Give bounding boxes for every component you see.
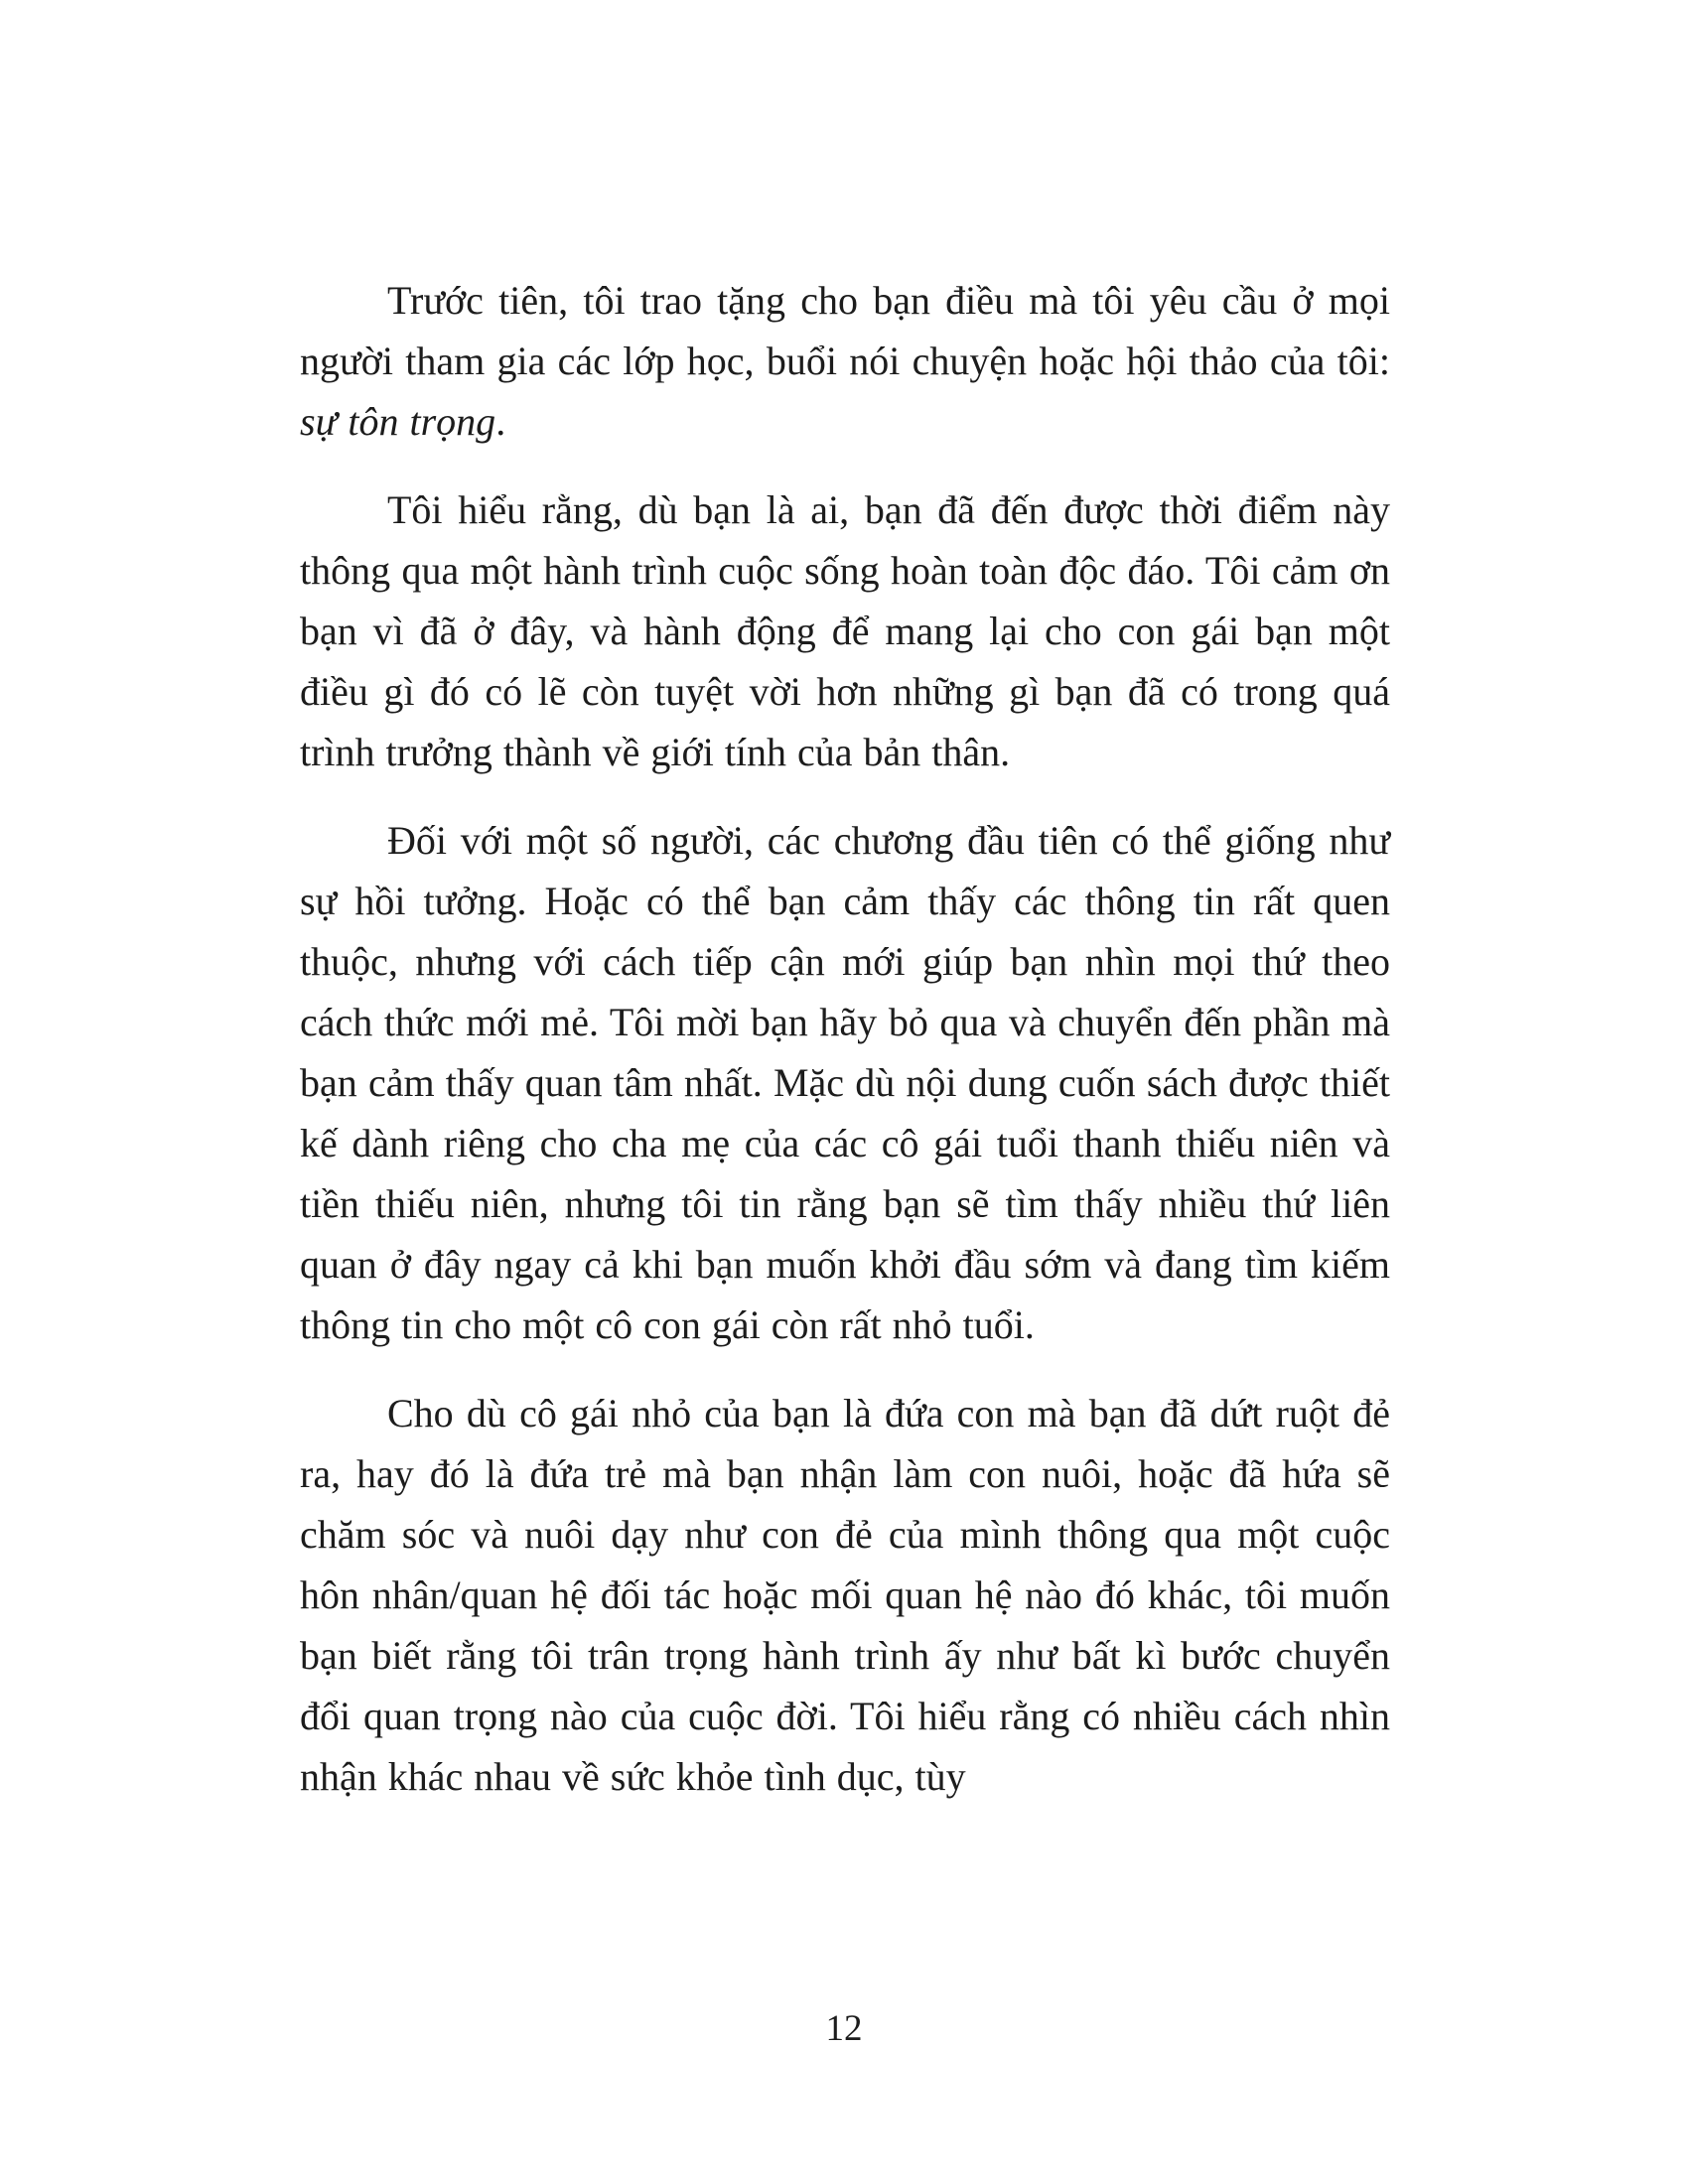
paragraph-chapters: Đối với một số người, các chương đầu tiên có thể giống như sự hồi tưởng. Hoặc có thể bạn cảm thấy các thông tin rất quen thuộc, nhưng với cách tiếp cận mới giúp bạn nhìn mọi thứ theo cách thức mới mẻ. Tôi mời bạn hãy bỏ qua và chuyển đến phần mà bạn cảm thấy quan tâm nhất. Mặc dù nội dung cuốn sách được thiết kế dành riêng cho cha mẹ của các cô gái tuổi thanh thiếu niên và tiền thiếu niên, nhưng tôi tin rằng bạn sẽ tìm thấy nhiều thứ liên quan ở đây ngay cả khi bạn muốn khởi đầu sớm và đang tìm kiếm thông tin cho một cô con gái còn rất nhỏ tuổi. bbox=[300, 818, 1390, 1347]
page-text-block bbox=[300, 270, 1390, 1807]
paragraph-respect-italic-phrase: sự tôn trọng bbox=[300, 399, 496, 444]
paragraph-respect-lead: Trước tiên, tôi trao tặng cho bạn điều mà tôi yêu cầu ở mọi người tham gia các lớp học, buổi nói chuyện hoặc hội thảo của tôi: bbox=[300, 278, 1390, 383]
page-number: 12 bbox=[825, 2008, 863, 2049]
paragraph-respect bbox=[300, 270, 1390, 452]
paragraph-journey: Tôi hiểu rằng, dù bạn là ai, bạn đã đến được thời điểm này thông qua một hành trình cuộc sống hoàn toàn độc đáo. Tôi cảm ơn bạn vì đã ở đây, và hành động để mang lại cho con gái bạn một điều gì đó có lẽ còn tuyệt vời hơn những gì bạn đã có trong quá trình trưởng thành về giới tính của bản thân. bbox=[300, 487, 1390, 774]
paragraph-respect-tail: . bbox=[495, 399, 506, 444]
paragraph-daughter: Cho dù cô gái nhỏ của bạn là đứa con mà bạn đã dứt ruột đẻ ra, hay đó là đứa trẻ mà bạn nhận làm con nuôi, hoặc đã hứa sẽ chăm sóc và nuôi dạy như con đẻ của mình thông qua một cuộc hôn nhân/quan hệ đối tác hoặc mối quan hệ nào đó khác, tôi muốn bạn biết rằng tôi trân trọng hành trình ấy như bất kì bước chuyển đổi quan trọng nào của cuộc đời. Tôi hiểu rằng có nhiều cách nhìn nhận khác nhau về sức khỏe tình dục, tùy bbox=[300, 1391, 1390, 1799]
